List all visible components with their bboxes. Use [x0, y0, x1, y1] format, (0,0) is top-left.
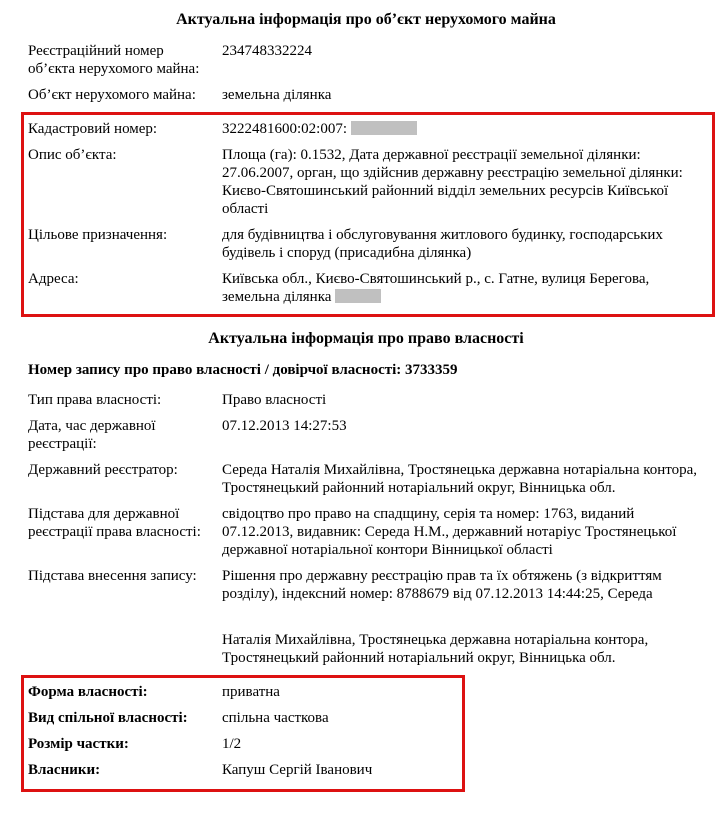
row-registration-basis	[28, 505, 704, 559]
row-joint-ownership-type	[28, 709, 454, 727]
redacted-address-number	[335, 289, 381, 303]
highlight-box-ownership-details	[21, 675, 465, 792]
address-value: Київська обл., Києво-Святошинський р., с. Гатне, вулиця Берегова, земельна ділянка	[222, 271, 650, 306]
field-label: Опис об’єкта:	[28, 147, 117, 164]
field-value: 234748332224	[222, 43, 312, 60]
field-value: Середа Наталія Михайлівна, Тростянецька державна нотаріальна контора, Тростянецький районний нотаріальний округ, Вінницька обл.	[222, 462, 698, 497]
field-label: Форма власності:	[28, 684, 148, 701]
field-value: Площа (га): 0.1532, Дата державної реєстрації земельної ділянки: 27.06.2007, орган, що здійснив державну реєстрацію земельної ділянки: Києво-Святошинський районний відділ земельних ресурсів Київської області	[222, 147, 683, 218]
field-value	[222, 270, 706, 306]
field-value: спільна часткова	[222, 710, 329, 727]
field-label: Адреса:	[28, 271, 79, 288]
row-record-entry-basis	[28, 567, 704, 667]
field-value: Капуш Сергій Іванович	[222, 762, 373, 779]
field-value: приватна	[222, 684, 280, 701]
row-registration-number	[28, 42, 704, 78]
field-label: Об’єкт нерухомого майна:	[28, 87, 196, 104]
row-ownership-form	[28, 683, 454, 701]
record-entry-basis-part1: Рішення про державну реєстрацію прав та їх обтяжень (з відкриттям розділу), індексний номер: 8788679 від 07.12.2013 14:44:25, Середа	[222, 568, 662, 603]
row-object-type	[28, 86, 704, 104]
field-label: Власники:	[28, 762, 101, 779]
field-label: Кадастровий номер:	[28, 121, 158, 138]
field-label: Розмір частки:	[28, 736, 129, 753]
field-value: 1/2	[222, 736, 242, 753]
redacted-cadastral-digits	[351, 121, 417, 135]
row-registration-datetime	[28, 417, 704, 453]
field-value: для будівництва і обслуговування житлового будинку, господарських будівель і споруд (присадибна ділянка)	[222, 227, 663, 262]
record-entry-basis-part2: Наталія Михайлівна, Тростянецька державна нотаріальна контора, Тростянецький районний нотаріальний округ, Вінницька обл.	[222, 632, 649, 667]
row-share-size	[28, 735, 454, 753]
highlight-box-object-details	[21, 112, 715, 317]
field-value	[222, 567, 704, 667]
field-value	[222, 120, 706, 138]
field-label: Цільове призначення:	[28, 227, 168, 244]
object-section-title: Актуальна інформація про об’єкт нерухомого майна	[176, 11, 556, 28]
field-label: Вид спільної власності:	[28, 710, 188, 727]
field-value: Право власності	[222, 392, 327, 409]
field-label: Тип права власності:	[28, 392, 162, 409]
field-label: Реєстраційний номер об’єкта нерухомого майна:	[28, 43, 200, 78]
ownership-section-title: Актуальна інформація про право власності	[208, 330, 524, 348]
field-value: свідоцтво про право на спадщину, серія та номер: 1763, виданий 07.12.2013, видавник: Середа Н.М., державний нотаріус Тростянецької державної нотаріальної контори Вінницької області	[222, 506, 677, 559]
field-label: Підстава для державної реєстрації права власності:	[28, 506, 201, 541]
row-cadastral-number	[28, 120, 706, 138]
field-value: 07.12.2013 14:27:53	[222, 418, 347, 435]
field-value: земельна ділянка	[222, 87, 332, 104]
row-owners	[28, 761, 454, 779]
row-address	[28, 270, 706, 306]
row-ownership-right-type	[28, 391, 704, 409]
row-designated-purpose	[28, 226, 706, 262]
row-object-description	[28, 146, 706, 218]
field-label: Підстава внесення запису:	[28, 568, 197, 585]
field-label: Дата, час державної реєстрації:	[28, 418, 156, 453]
ownership-record-number: Номер запису про право власності / довірчої власності: 3733359	[28, 362, 458, 379]
row-state-registrar	[28, 461, 704, 497]
cadastral-number-value: 3222481600:02:007:	[222, 121, 348, 138]
field-label: Державний реєстратор:	[28, 462, 178, 479]
